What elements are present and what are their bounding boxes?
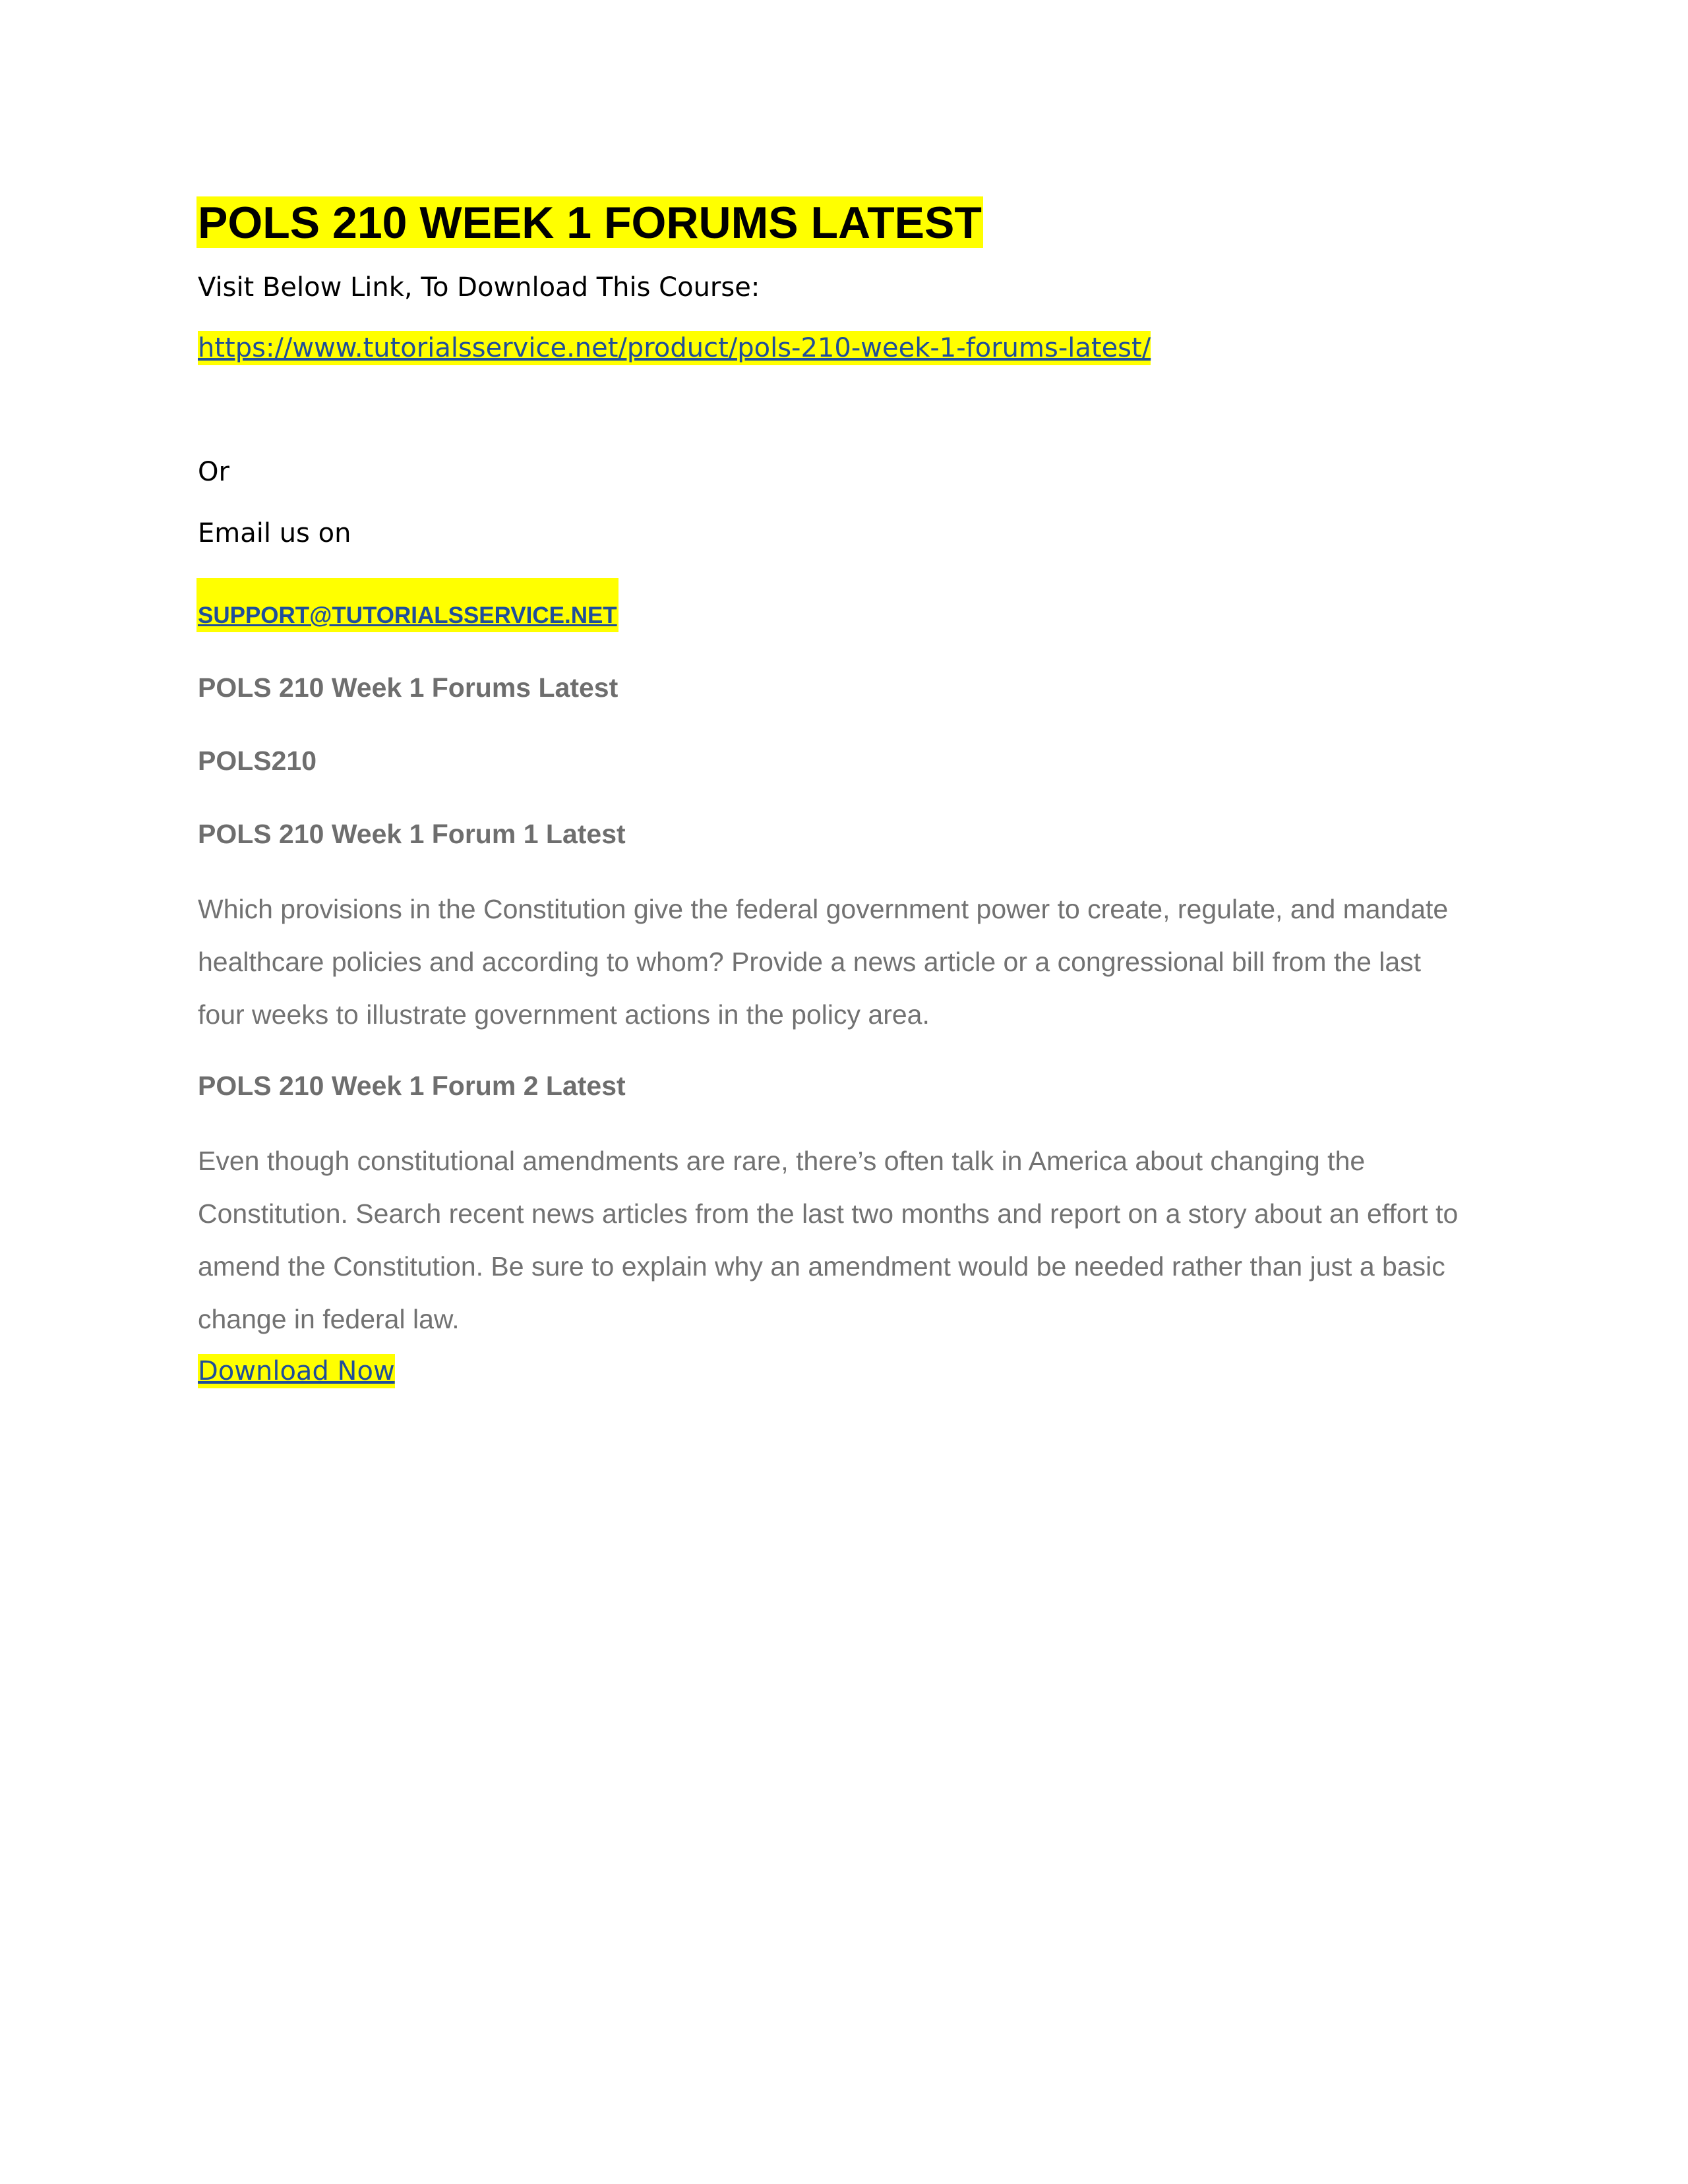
download-now-link[interactable]: Download Now [198, 1354, 395, 1388]
course-link[interactable]: https://www.tutorialsservice.net/product/pols-210-week-1-forums-latest/ [198, 331, 1151, 365]
page-title [198, 196, 983, 249]
page-title-text: POLS 210 WEEK 1 FORUMS LATEST [198, 198, 982, 248]
subtitle-heading: POLS 210 Week 1 Forums Latest [198, 672, 618, 703]
email-link[interactable]: SUPPORT@TUTORIALSSERVICE.NET [198, 603, 617, 628]
forum2-paragraph [198, 1135, 1490, 1345]
forum1-line: Which provisions in the Constitution give the federal government power to create, regulate, and mandate [198, 894, 1449, 924]
email-prompt: Email us on [198, 518, 351, 548]
forum1-heading: POLS 210 Week 1 Forum 1 Latest [198, 819, 626, 849]
forum2-line: change in federal law. [198, 1304, 460, 1334]
forum2-line: Constitution. Search recent news articles from the last two months and report on a story about an effort to [198, 1198, 1459, 1229]
course-code-heading: POLS210 [198, 746, 317, 776]
forum2-line: Even though constitutional amendments are rare, there’s often talk in America about changing the [198, 1146, 1366, 1176]
intro-text: Visit Below Link, To Download This Course: [198, 272, 760, 303]
or-text: Or [198, 457, 229, 487]
forum1-line: healthcare policies and according to whom? Provide a news article or a congressional bill from the last [198, 947, 1422, 977]
forum1-line: four weeks to illustrate government actions in the policy area. [198, 999, 930, 1030]
forum2-heading: POLS 210 Week 1 Forum 2 Latest [198, 1071, 626, 1101]
forum2-line: amend the Constitution. Be sure to explain why an amendment would be needed rather than just a basic [198, 1251, 1445, 1282]
email-highlight [196, 578, 618, 632]
forum1-paragraph [198, 883, 1490, 1041]
